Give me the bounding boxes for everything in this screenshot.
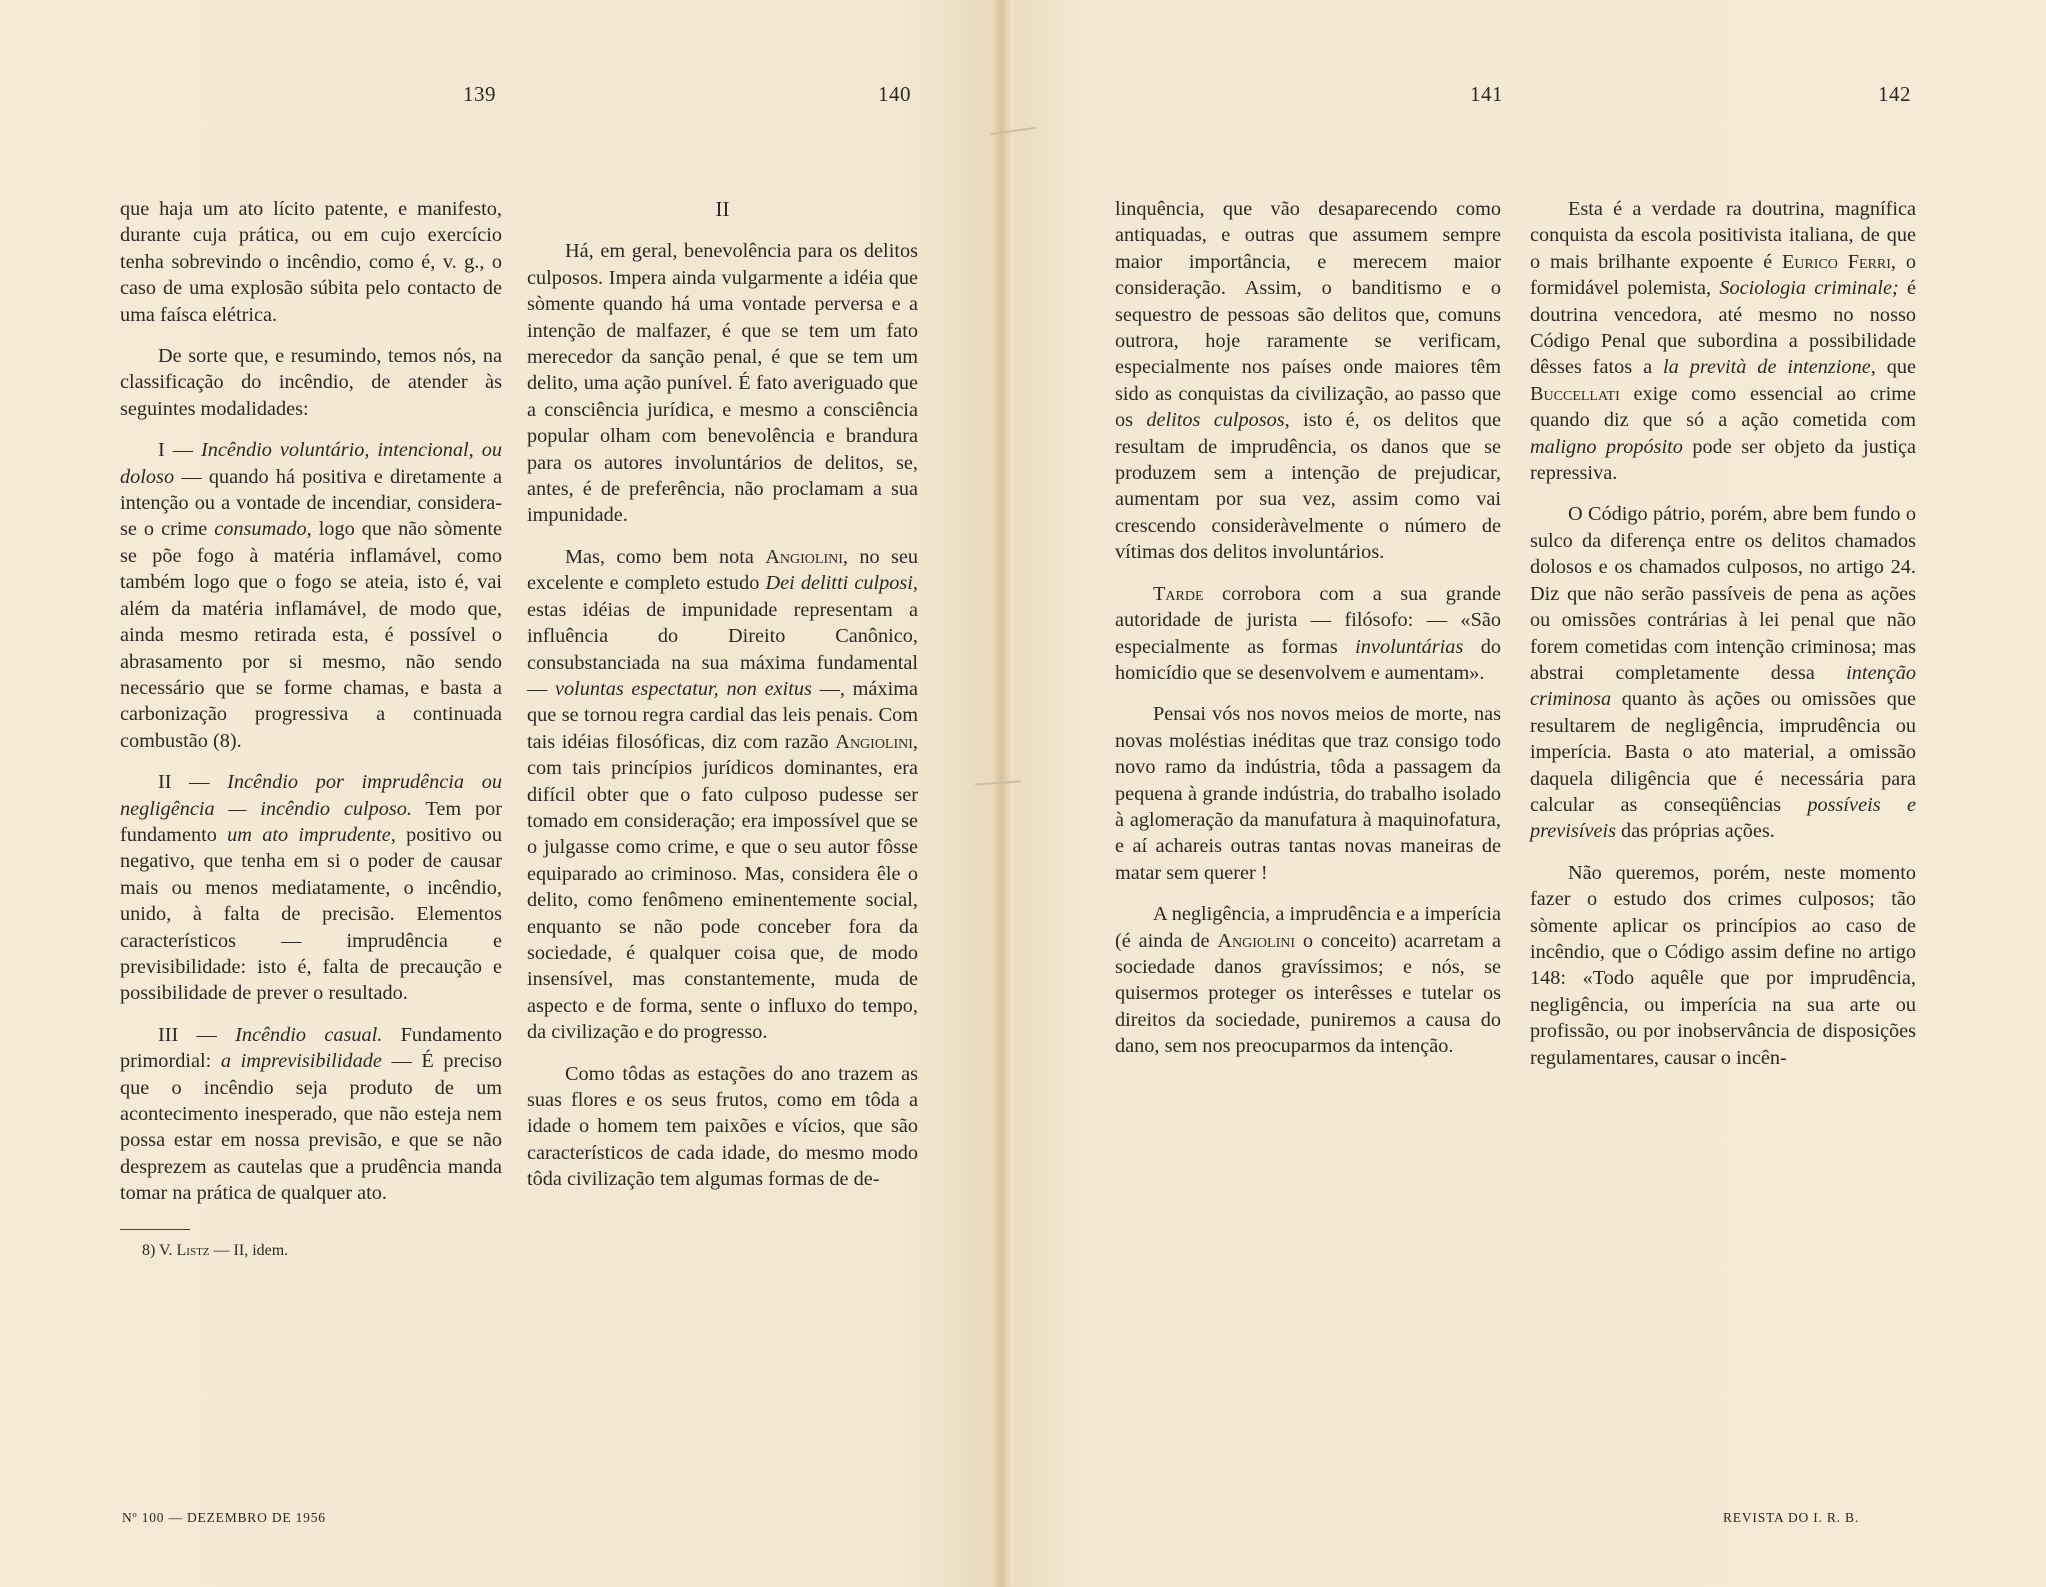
footer-issue: Nº 100 — DEZEMBRO DE 1956	[122, 1510, 326, 1525]
paragraph: linquência, que vão desaparecendo como antiquadas, e outras que assumem sempre maior importância, e merecem maior consideração. Assim, o banditismo e o sequestro de pessoas são delitos que, comuns outrora, hoje raramente se verificam, especialmente nos países onde maiores têm sido as conquistas da civilização, ao passo que os delitos culposos, isto é, os delitos que resultam de imprudência, os danos que se produzem sem a intenção de prejudicar, aumentam por sua vez, assim como vai crescendo consideràvelmente o número de vítimas dos delitos involuntários.	[1115, 198, 1501, 564]
section-heading: II	[715, 197, 730, 221]
paragraph: Mas, como bem nota Angiolini, no seu excelente e completo estudo Dei delitti culposi, estas idéias de impunidade representam a influência do Direito Canônico, consubstanciada na sua máxima fundamental — voluntas espectatur, non exitus —, máxima que se tornou regra cardial das leis penais. Com tais idéias filosóficas, diz com razão Angiolini, com tais princípios jurídicos dominantes, era difícil obter que o fato culposo pudesse ser tomado em consideração; era impossível que se o julgasse como crime, e que o seu autor fôsse equiparado ao criminoso. Mas, considera êle o delito, como fenômeno eminentemente social, enquanto se não pode conceber fora da sociedade, é qualquer coisa que, de modo insensível, mas constantemente, muda de aspecto e de forma, sente o influxo do tempo, da civilização e do progresso.	[527, 545, 918, 1044]
column-page-140	[527, 196, 918, 1208]
paragraph: A negligência, a imprudência e a imperícia (é ainda de Angiolini o conceito) acarretam a sociedade danos gravíssimos; e nós, se quisermos proteger os interêsses e tutelar os direitos da sociedade, puniremos a causa do dano, sem nos preocuparmos da intenção.	[1115, 903, 1501, 1058]
paragraph: Tarde corrobora com a sua grande autoridade de jurista — filósofo: — «São especialmente as formas involuntárias do homicídio que se desenvolvem e aumentam».	[1115, 582, 1501, 684]
paragraph: que haja um ato lícito patente, e manifesto, durante cuja prática, ou em cujo exercício tenha sobrevindo o incêndio, como é, v. g., o caso de uma explosão súbita pelo contacto de uma faísca elétrica.	[120, 198, 502, 326]
page-number-140: 140	[878, 82, 911, 106]
paragraph: Há, em geral, benevolência para os delitos culposos. Impera ainda vulgarmente a idéia que sòmente quando há uma vontade perversa e a intenção de malfazer, é que se tem um fato merecedor da sanção penal, é que se tem um delito, uma ação punível. É fato averiguado que a consciência jurídica, e mesmo a consciência popular olham com benevolência e brandura para os autores involuntários de delitos, se, antes, é de preferência, não proclamam a sua impunidade.	[527, 240, 918, 527]
column-page-141	[1115, 196, 1501, 1075]
paragraph: Como tôdas as estações do ano trazem as suas flores e os seus frutos, como em tôda a idade o homem tem paixões e vícios, que são característicos de cada idade, do mesmo modo tôda civilização tem algumas formas de de-	[527, 1062, 918, 1191]
list-item: I — Incêndio voluntário, intencional, ou doloso — quando há positiva e diretamente a intenção ou a vontade de incendiar, considera-se o crime consumado, logo que não sòmente se põe fogo à matéria inflamável, como também logo que o fogo se ateia, isto é, vai além da matéria inflamável, de modo que, ainda mesmo retirada esta, é possível o abrasamento por si mesmo, não sendo necessário que se forme chamas, e basta a carbonização progressiva a continuada combustão (8).	[120, 439, 502, 752]
page-number-139: 139	[463, 82, 496, 106]
paragraph: Não queremos, porém, neste momento fazer o estudo dos crimes culposos; tão sòmente aplicar os princípios ao caso de incêndio, que o Código assim define no artigo 148: «Todo aquêle que por imprudência, negligência, ou imperícia na sua arte ou profissão, ou por inobservância de disposições regulamentares, causar o incên-	[1530, 861, 1916, 1069]
page-number-142: 142	[1878, 82, 1911, 106]
paragraph: Esta é a verdade ra doutrina, magnífica conquista da escola positivista italiana, de que o mais brilhante expoente é Eurico Ferri, o formidável polemista, Sociologia criminale; é doutrina vencedora, até mesmo no nosso Código Penal que subordina a possibilidade dêsses fatos a la prevità de intenzione, que Buccellati exige como essencial ao crime quando diz que só a ação cometida com maligno propósito pode ser objeto da justiça repressiva.	[1530, 198, 1917, 485]
book-gutter	[992, 0, 1014, 1587]
paragraph: Pensai vós nos novos meios de morte, nas novas moléstias inéditas que traz consigo todo novo ramo da indústria, tôda a passagem da pequena à grande indústria, do trabalho isolado à aglomeração da manufatura à maquinofatura, e aí achareis outras tantas novas maneiras de matar sem querer !	[1115, 703, 1501, 884]
column-page-139	[120, 196, 502, 1264]
paragraph: O Código pátrio, porém, abre bem fundo o sulco da diferença entre os delitos chamados dolosos e os chamados culposos, no artigo 24. Diz que não serão passíveis de pena as ações ou omissões contrárias à lei penal que não forem cometidas com intenção criminosa; mas abstrai completamente dessa intenção criminosa quanto às ações ou omissões que resultarem de negligência, imprudência ou imperícia. Basta o ato material, a omissão daquela diligência que é necessária para calcular as conseqüências possíveis e previsíveis das próprias ações.	[1530, 503, 1916, 843]
footer-journal: REVISTA DO I. R. B.	[1723, 1510, 1860, 1525]
column-page-142	[1530, 196, 1916, 1086]
footnote-rule	[120, 1229, 190, 1230]
footnote: 8) V. Listz — II, idem.	[142, 1241, 289, 1259]
list-item: III — Incêndio casual. Fundamento primordial: a imprevisibilidade — É preciso que o incêndio seja produto de um acontecimento inesperado, que não esteja nem possa estar em nossa previsão, e que se não desprezem as cautelas que a prudência manda tomar na prática de qualquer ato.	[120, 1023, 503, 1205]
list-item: II — Incêndio por imprudência ou negligência — incêndio culposo. Tem por fundamento um ato imprudente, positivo ou negativo, que tenha em si o poder de causar mais ou menos mediatamente, o incêndio, unido, à falta de precisão. Elementos característicos — imprudência e previsibilidade: isto é, falta de precaução e possibilidade de prever o resultado.	[120, 771, 503, 1005]
paragraph: De sorte que, e resumindo, temos nós, na classificação do incêndio, de atender às seguintes modalidades:	[120, 345, 502, 420]
page-number-141: 141	[1470, 82, 1503, 106]
